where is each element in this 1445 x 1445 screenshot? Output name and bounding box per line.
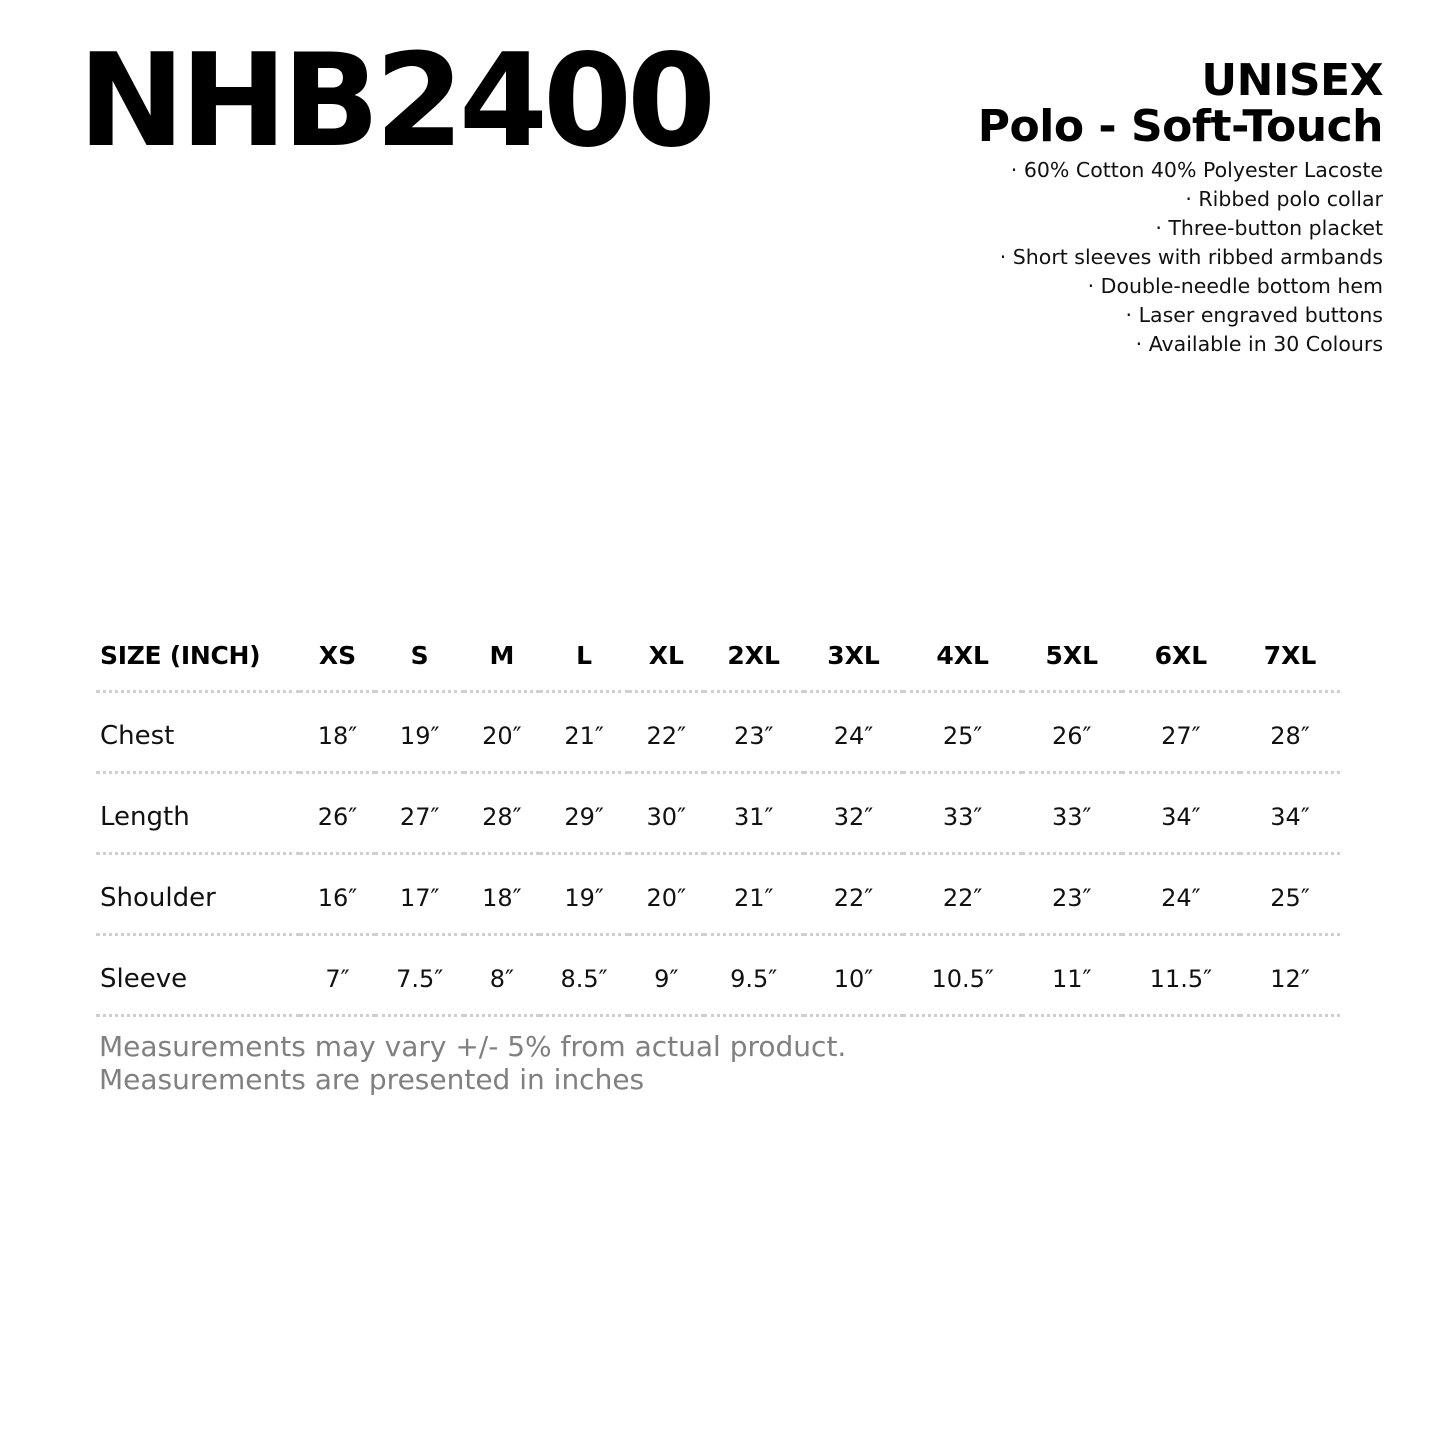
measurement-cell: 11.5″: [1122, 935, 1240, 1016]
feature-item: · Ribbed polo collar: [978, 185, 1383, 214]
model-code-title: NHB2400: [78, 27, 712, 176]
measurement-cell: 9″: [629, 935, 704, 1016]
feature-item: · Three-button placket: [978, 214, 1383, 243]
size-chart-header: [96, 618, 1340, 692]
measurement-cell: 23″: [704, 692, 804, 773]
header-row: [96, 618, 1340, 692]
row-label: Chest: [96, 692, 300, 773]
size-column-header: 3XL: [804, 618, 904, 692]
disclaimer-line: Measurements may vary +/- 5% from actual product.: [99, 1030, 847, 1063]
measurement-cell: 32″: [804, 773, 904, 854]
measurement-cell: 30″: [629, 773, 704, 854]
measurement-cell: 31″: [704, 773, 804, 854]
measurement-cell: 21″: [704, 854, 804, 935]
table-row: [96, 935, 1340, 1016]
measurement-cell: 16″: [300, 854, 375, 935]
measurement-cell: 11″: [1022, 935, 1122, 1016]
feature-item: · 60% Cotton 40% Polyester Lacoste: [978, 156, 1383, 185]
measurement-cell: 10.5″: [903, 935, 1021, 1016]
measurement-cell: 25″: [1240, 854, 1340, 935]
size-header-label: SIZE (INCH): [96, 618, 300, 692]
measurement-cell: 22″: [903, 854, 1021, 935]
measurement-cell: 18″: [464, 854, 539, 935]
measurement-cell: 20″: [629, 854, 704, 935]
measurement-cell: 28″: [1240, 692, 1340, 773]
product-name: Polo - Soft-Touch: [977, 101, 1383, 152]
measurement-cell: 12″: [1240, 935, 1340, 1016]
size-column-header: 7XL: [1240, 618, 1340, 692]
size-column-header: S: [375, 618, 464, 692]
feature-list: [978, 156, 1383, 359]
measurement-cell: 26″: [1022, 692, 1122, 773]
measurement-cell: 27″: [1122, 692, 1240, 773]
size-chart-body: [96, 692, 1340, 1016]
measurement-cell: 20″: [464, 692, 539, 773]
size-column-header: XL: [629, 618, 704, 692]
row-label: Length: [96, 773, 300, 854]
measurement-cell: 33″: [903, 773, 1021, 854]
feature-item: · Double-needle bottom hem: [978, 272, 1383, 301]
feature-item: · Laser engraved buttons: [978, 301, 1383, 330]
measurement-cell: 22″: [804, 854, 904, 935]
size-column-header: 5XL: [1022, 618, 1122, 692]
measurement-cell: 9.5″: [704, 935, 804, 1016]
size-column-header: L: [539, 618, 628, 692]
product-header: [977, 55, 1383, 359]
measurement-cell: 29″: [539, 773, 628, 854]
measurement-cell: 8″: [464, 935, 539, 1016]
measurement-cell: 19″: [375, 692, 464, 773]
measurement-cell: 34″: [1122, 773, 1240, 854]
measurement-cell: 34″: [1240, 773, 1340, 854]
measurement-cell: 18″: [300, 692, 375, 773]
measurement-disclaimer: [99, 1030, 846, 1096]
measurement-cell: 25″: [903, 692, 1021, 773]
row-label: Sleeve: [96, 935, 300, 1016]
row-label: Shoulder: [96, 854, 300, 935]
measurement-cell: 24″: [1122, 854, 1240, 935]
measurement-cell: 17″: [375, 854, 464, 935]
size-column-header: M: [464, 618, 539, 692]
measurement-cell: 8.5″: [539, 935, 628, 1016]
size-column-header: XS: [300, 618, 375, 692]
size-column-header: 6XL: [1122, 618, 1240, 692]
feature-item: · Short sleeves with ribbed armbands: [978, 243, 1383, 272]
measurement-cell: 10″: [804, 935, 904, 1016]
measurement-cell: 7″: [300, 935, 375, 1016]
table-row: [96, 773, 1340, 854]
measurement-cell: 7.5″: [375, 935, 464, 1016]
table-row: [96, 854, 1340, 935]
measurement-cell: 19″: [539, 854, 628, 935]
measurement-cell: 24″: [804, 692, 904, 773]
measurement-cell: 33″: [1022, 773, 1122, 854]
disclaimer-line: Measurements are presented in inches: [99, 1063, 645, 1096]
size-column-header: 2XL: [704, 618, 804, 692]
measurement-cell: 22″: [629, 692, 704, 773]
table-row: [96, 692, 1340, 773]
product-gender: UNISEX: [1201, 55, 1383, 106]
measurement-cell: 27″: [375, 773, 464, 854]
measurement-cell: 23″: [1022, 854, 1122, 935]
measurement-cell: 21″: [539, 692, 628, 773]
size-chart-table: [96, 618, 1340, 1017]
feature-item: · Available in 30 Colours: [978, 330, 1383, 359]
measurement-cell: 28″: [464, 773, 539, 854]
measurement-cell: 26″: [300, 773, 375, 854]
size-column-header: 4XL: [903, 618, 1021, 692]
